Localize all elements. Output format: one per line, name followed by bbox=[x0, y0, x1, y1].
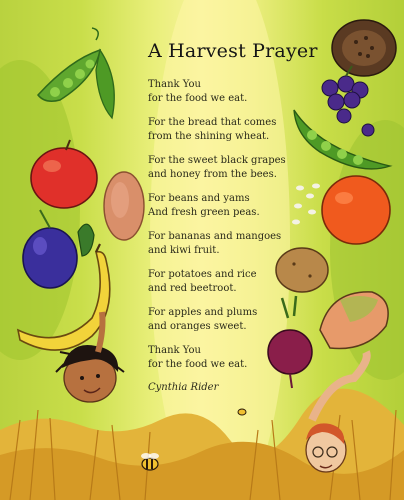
sunflower-icon bbox=[332, 20, 396, 76]
stanza bbox=[148, 78, 288, 105]
kiwi-icon bbox=[104, 172, 144, 240]
stanza bbox=[148, 344, 288, 371]
stanza-line: And fresh green peas. bbox=[148, 206, 260, 218]
stanza-line: Thank You bbox=[148, 79, 201, 90]
bee-icon bbox=[141, 453, 159, 470]
rice-grains bbox=[292, 184, 320, 225]
stanza-line: and oranges sweet. bbox=[148, 320, 247, 332]
yam-icon bbox=[78, 224, 94, 256]
stanza-line: and honey from the bees. bbox=[148, 168, 277, 180]
stanza-line: For apples and plums bbox=[148, 307, 258, 318]
stanza-line: and red beetroot. bbox=[148, 282, 237, 294]
stanza-line: Thank You bbox=[148, 345, 201, 356]
stanza bbox=[148, 192, 288, 219]
bee-small-icon bbox=[238, 409, 246, 415]
stanza-line: For the bread that comes bbox=[148, 117, 277, 128]
apple-icon bbox=[31, 140, 97, 208]
stanza-line: For the sweet black grapes bbox=[148, 155, 286, 166]
stanza bbox=[148, 268, 288, 295]
stanza-line: For beans and yams bbox=[148, 193, 250, 204]
poem-title: A Harvest Prayer bbox=[148, 40, 318, 62]
peapod-icon bbox=[38, 28, 114, 118]
stanza-line: For bananas and mangoes bbox=[148, 231, 282, 242]
stanza bbox=[148, 230, 288, 257]
stanza-line: For potatoes and rice bbox=[148, 269, 257, 280]
stanza-line: from the shining wheat. bbox=[148, 130, 270, 142]
plum-icon bbox=[23, 210, 77, 288]
orange-icon bbox=[322, 176, 390, 244]
mango-icon bbox=[320, 292, 388, 349]
stanza-line: for the food we eat. bbox=[148, 92, 248, 104]
stanza bbox=[148, 154, 288, 181]
stanza-line: and kiwi fruit. bbox=[148, 244, 220, 256]
stanza bbox=[148, 116, 288, 143]
poem-author: Cynthia Rider bbox=[148, 382, 219, 393]
poem bbox=[148, 40, 318, 393]
stanza-line: for the food we eat. bbox=[148, 358, 248, 370]
stanza bbox=[148, 306, 288, 333]
